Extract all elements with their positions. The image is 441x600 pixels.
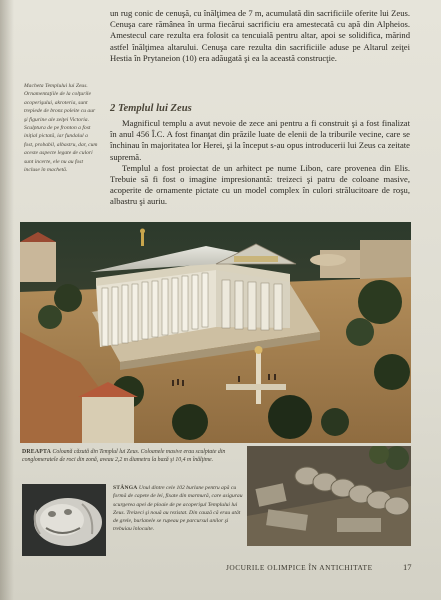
running-footer-title: JOCURILE OLIMPICE ÎN ANTICHITATE [226, 563, 373, 572]
body-text [110, 118, 410, 208]
lion-head-photo [22, 484, 106, 556]
caption-left [113, 484, 243, 534]
intro-paragraph: un rug conic de cenuşă, cu înălţimea de 7 m, acumulată din sacrificiile oferite lui Zeus. Cenuşa care rămânea în urma fiecărui sacrificiu era amestecată cu apă din Alpheios. Amestecul care rezulta era folosit ca tencuială pentru altar, apoi se solidifica, mărind astfel înălţimea altarului. Cenuşa care rezulta din sacrificiile aduse pe Altarul zeiţei Hestia în Prytaneion (10) era adăugată şi ea la această construcţie. [110, 8, 410, 63]
lion-head-illustration [22, 484, 106, 556]
page-number: 17 [403, 562, 412, 572]
page-fold-shadow [0, 0, 14, 600]
temple-model-photo [20, 222, 411, 443]
caption-right-text: Coloană căzută din Templul lui Zeus. Coloanele masive erau sculptate din conglomeratele de roci din zonă, aveau 2,2 m diametru la bază şi 10,4 m înălţime. [22, 449, 226, 464]
caption-right [22, 448, 244, 465]
ruins-illustration [247, 446, 411, 546]
temple-model-illustration [20, 222, 411, 443]
caption-left-label: STÂNGA [113, 485, 138, 491]
side-caption: Macheta Templului lui Zeus. Ornamentaţiile de la colţurile acoperişului, akroteria, sunt trepiede de bronz poleite cu aur şi figurine ale zeiţei Victoria. Sculptura de pe fronton a fost inițial pictată, iar fundalul a fost, probabil, albastru, dar, cum aceste aspecte legate de culori sunt incerte, ele nu au fost incluse în machetă. [24, 83, 98, 174]
caption-left-text: Unul dintre cele 102 burlane pentru apă cu formă de capete de lei, fixate din marmură, care asigurau scurgerea apei de ploaie de pe acoperişul Templului lui Zeus. Treizeci şi nouă au rezistat. Din cauză că erau atât de grele, burlanele se rupeau pe parcursul anilor şi trebuiau înlocuite. [113, 485, 243, 533]
body-paragraph-2: Templul a fost proiectat de un arhitect pe nume Libon, care provenea din Elis. Trebuie să fi fost o imagine impresionantă: treizeci şi patru de coloane masive, acoperite de ornamente pictate cu un model complex în culori strălucitoare de roşu, albastru şi auriu. [110, 162, 410, 207]
body-paragraph-1: Magnificul templu a avut nevoie de zece ani pentru a fi construit şi a fost finalizat în anul 456 Î.C. A fost finanţat din prăzile luate de elenii de la triburile vecine, care se închinau în majoritatea lor Herei, şi la început s-au opus introducerii lui Zeus ca zeitate supremă. [110, 118, 410, 162]
fallen-column-photo [247, 446, 411, 546]
section-heading: 2 Templul lui Zeus [110, 103, 192, 114]
caption-right-label: DREAPTA [22, 449, 51, 455]
